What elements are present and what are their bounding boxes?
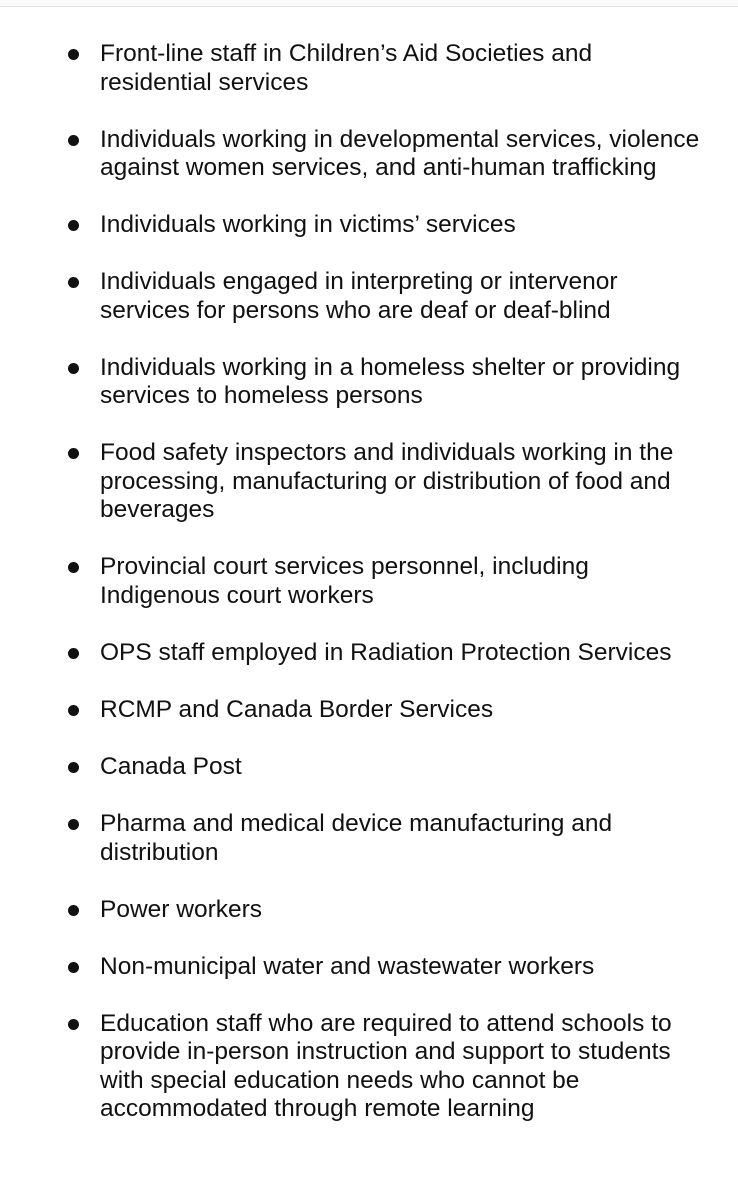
list-item-text: Individuals working in a homeless shelter or providing services to homeless persons (100, 353, 681, 410)
list-item (0, 40, 738, 97)
bullet-icon (68, 762, 79, 773)
list-item (0, 696, 738, 725)
list-item (0, 268, 738, 325)
top-divider (0, 0, 738, 7)
bullet-icon (68, 819, 79, 830)
list-item (0, 896, 738, 925)
list-item-text: RCMP and Canada Border Services (100, 696, 494, 724)
bullet-icon (68, 135, 79, 146)
bullet-icon (68, 277, 79, 288)
list-item-text: Canada Post (100, 753, 242, 781)
bullet-icon (68, 220, 79, 231)
list-item-text: Power workers (100, 895, 263, 923)
list-item (0, 439, 738, 525)
bullet-icon (68, 705, 79, 716)
list-item (0, 810, 738, 867)
bullet-icon (68, 962, 79, 973)
list-item-text: Individuals working in victims’ services (100, 211, 516, 239)
list-item-text: Individuals engaged in interpreting or intervenor services for persons who are deaf or deaf-blind (100, 268, 618, 324)
list-item-text: Individuals working in developmental services, violence against women services, and anti-human trafficking (100, 125, 700, 182)
list-item-text: Pharma and medical device manufacturing and distribution (100, 810, 613, 866)
bullet-icon (68, 562, 79, 573)
list-item-text: Education staff who are required to attend schools to provide in-person instruction and support to students with special education needs who cannot be accommodated through remote learning (100, 1009, 672, 1123)
list-item (0, 553, 738, 610)
list-item (0, 354, 738, 411)
bullet-icon (68, 648, 79, 659)
list-item (0, 126, 738, 183)
list-item-text: Front-line staff in Children’s Aid Societies and residential services (100, 40, 593, 96)
list-item (0, 953, 738, 982)
list-item (0, 639, 738, 668)
list-item (0, 211, 738, 240)
list-item-text: Non-municipal water and wastewater workers (100, 952, 595, 980)
bullet-icon (68, 363, 79, 374)
bullet-icon (68, 1019, 79, 1030)
bullet-list (0, 40, 738, 1152)
list-item-text: OPS staff employed in Radiation Protection Services (100, 639, 672, 667)
list-item (0, 753, 738, 782)
list-item (0, 1010, 738, 1124)
list-item-text: Food safety inspectors and individuals working in the processing, manufacturing or distribution of food and beverages (100, 439, 674, 524)
bullet-icon (68, 448, 79, 459)
list-item-text: Provincial court services personnel, including Indigenous court workers (100, 553, 589, 610)
bullet-icon (68, 49, 79, 60)
bullet-icon (68, 905, 79, 916)
